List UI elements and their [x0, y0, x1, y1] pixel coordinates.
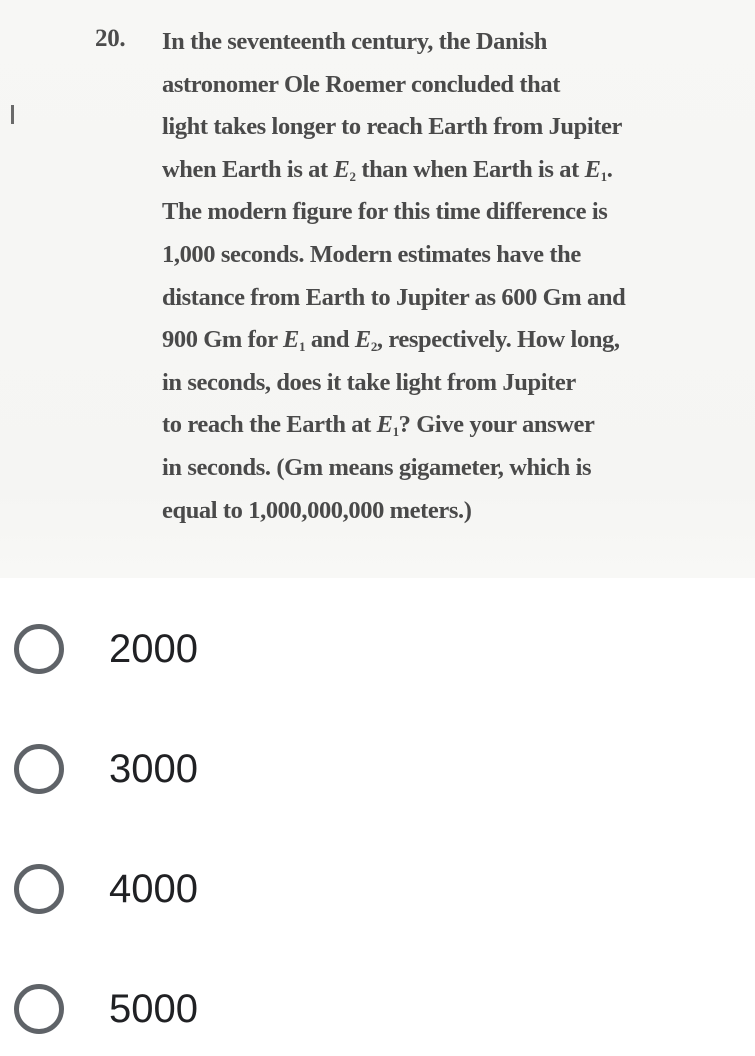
math-subscript: 1	[392, 424, 399, 440]
radio-button[interactable]	[14, 984, 64, 1034]
math-subscript: 1	[600, 168, 607, 184]
math-variable: E	[354, 326, 371, 354]
radio-button[interactable]	[14, 744, 64, 794]
text-segment: .	[606, 155, 613, 183]
question-line	[162, 149, 752, 192]
answer-label[interactable]: 2000	[109, 627, 198, 671]
question-line	[162, 404, 752, 447]
math-subscript: 2	[370, 339, 377, 355]
question-line: in seconds, does it take light from Jupiter	[162, 368, 576, 396]
answer-option-3[interactable]	[0, 827, 755, 947]
text-segment: , respectively. How long,	[376, 326, 620, 354]
question-line: light takes longer to reach Earth from Jupiter	[162, 113, 622, 141]
math-variable: E	[376, 411, 393, 439]
text-segment: ? Give your answer	[398, 411, 595, 439]
text-segment: 900 Gm for	[162, 326, 284, 354]
question-line: in seconds. (Gm means gigameter, which is	[162, 453, 592, 481]
answer-label[interactable]: 4000	[109, 867, 198, 911]
question-line: astronomer Ole Roemer concluded that	[162, 70, 560, 98]
question-line: equal to 1,000,000,000 meters.)	[162, 496, 472, 524]
answer-options	[0, 587, 755, 1056]
answer-option-2[interactable]	[0, 707, 755, 827]
question-line	[162, 319, 752, 362]
answer-option-1[interactable]	[0, 587, 755, 707]
math-variable: E	[333, 155, 350, 183]
question-number: 20.	[95, 25, 126, 52]
math-variable: E	[584, 155, 601, 183]
text-segment: and	[305, 326, 355, 354]
question-text	[162, 21, 752, 532]
question-line: In the seventeenth century, the Danish	[162, 28, 547, 55]
question-line: The modern figure for this time difference is	[162, 198, 608, 226]
answer-option-4[interactable]	[0, 947, 755, 1056]
answer-label[interactable]: 5000	[109, 987, 198, 1031]
question-line: distance from Earth to Jupiter as 600 Gm and	[162, 283, 626, 311]
math-subscript: 2	[349, 168, 356, 184]
scan-margin-mark	[11, 105, 14, 124]
radio-button[interactable]	[14, 624, 64, 674]
radio-button[interactable]	[14, 864, 64, 914]
math-variable: E	[283, 326, 299, 354]
text-segment: to reach the Earth at	[162, 411, 377, 439]
text-segment: than when Earth is at	[355, 155, 585, 183]
math-subscript: 1	[298, 339, 306, 355]
question-line: 1,000 seconds. Modern estimates have the	[162, 240, 581, 268]
text-segment: when Earth is at	[162, 155, 334, 183]
answer-label[interactable]: 3000	[109, 747, 198, 791]
